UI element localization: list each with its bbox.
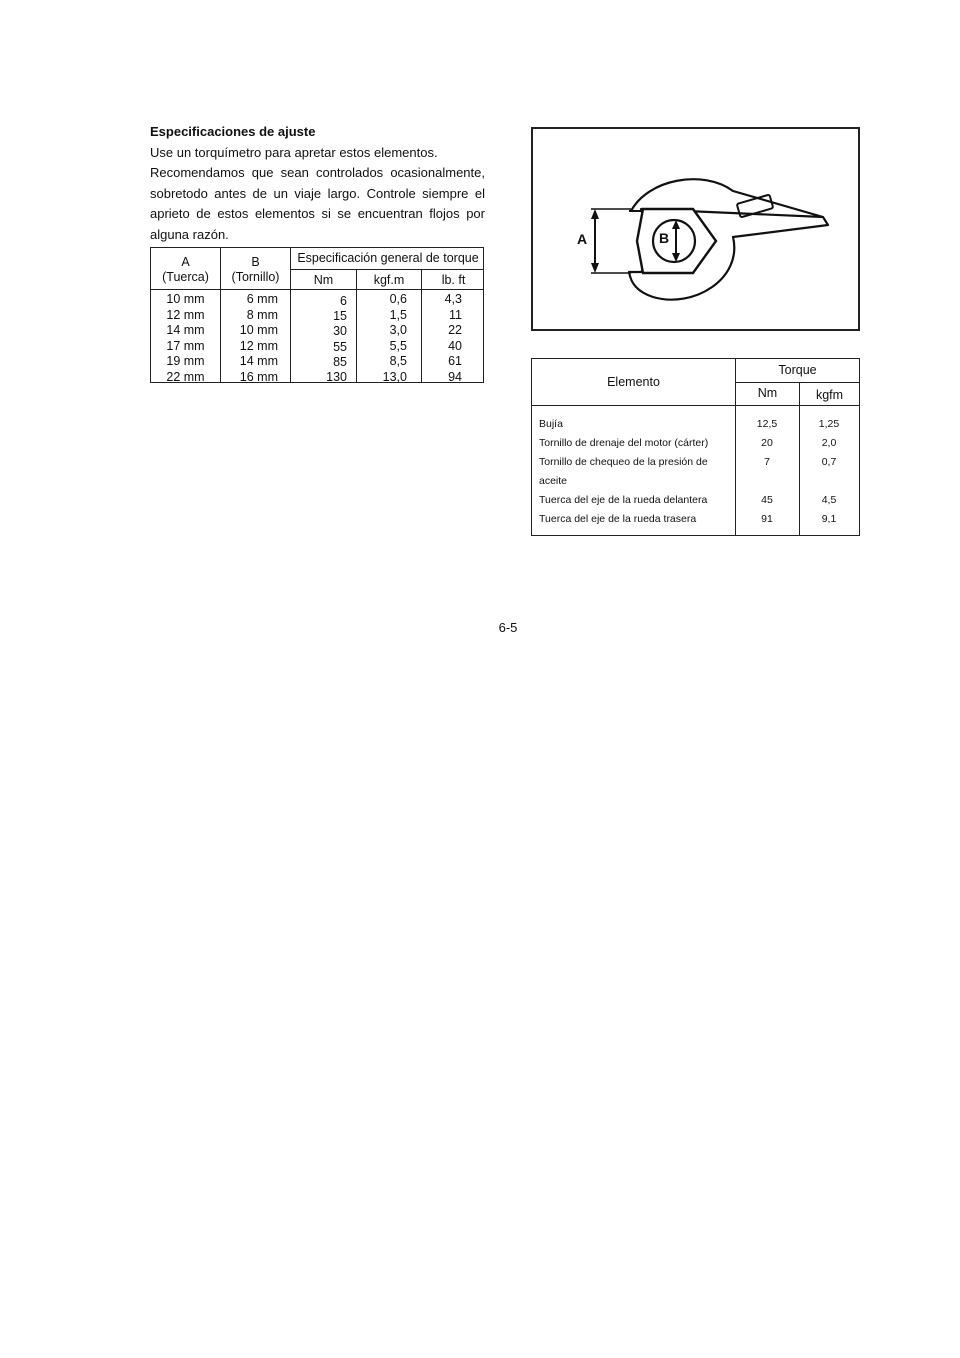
- row-label: Tornillo de chequeo de la presión de: [539, 456, 708, 468]
- table-cell: 13,0: [382, 369, 407, 384]
- table-cell: 14 mm: [239, 354, 278, 369]
- intro-section: [150, 122, 485, 245]
- table-cell: 6 mm: [246, 292, 278, 306]
- dimension-b-label: B: [659, 230, 670, 246]
- table-cell: 4,3: [444, 292, 462, 306]
- table-row: [532, 491, 859, 510]
- wrench-figure: [531, 127, 860, 331]
- group-header: Especificación general de torque: [297, 251, 479, 265]
- table-cell: 22: [448, 323, 462, 338]
- table-cell: 10 mm: [166, 292, 205, 306]
- row-nm: 20: [761, 437, 773, 449]
- col-b-header: [221, 255, 290, 285]
- wrench-illustration: [533, 129, 858, 329]
- kgfm-header: kgf.m: [373, 273, 405, 287]
- table-cell: 1,5: [389, 307, 407, 322]
- kgfm-header: kgfm: [815, 388, 844, 402]
- col-a-header: [151, 255, 220, 285]
- element-torque-table: [531, 358, 860, 536]
- row-kgfm: 1,25: [818, 418, 840, 430]
- table-cell: 19 mm: [166, 354, 205, 369]
- table-cell: 10 mm: [239, 323, 278, 338]
- dimension-a-label: A: [577, 231, 588, 247]
- intro-paragraph-2: Recomendamos que sean controlados ocasionalmente, sobretodo antes de un viaje largo. Controle siempre el aprieto de estos elementos si se encuentran flojos por alguna razón.: [150, 165, 485, 242]
- table-cell: 22 mm: [166, 369, 205, 384]
- col-a-header-line2: (Tuerca): [162, 270, 209, 284]
- table-cell: 130: [326, 370, 347, 385]
- table-row: [532, 510, 859, 529]
- row-kgfm: 4,5: [821, 494, 837, 506]
- element-header: Elemento: [607, 375, 660, 389]
- intro-paragraph-1: Use un torquímetro para apretar estos elementos.: [150, 144, 438, 160]
- row-label: Tornillo de drenaje del motor (cárter): [539, 437, 709, 449]
- row-nm: 7: [764, 456, 770, 468]
- row-label: Bujía: [539, 418, 563, 430]
- row-label-continued: aceite: [539, 475, 568, 487]
- row-nm: 12,5: [756, 418, 778, 430]
- table-cell: 85: [333, 354, 347, 369]
- table-cell: 12 mm: [239, 338, 278, 353]
- nm-values: [291, 294, 347, 385]
- col-a-values: [151, 292, 220, 386]
- torque-header: Torque: [778, 363, 817, 377]
- section-title: Especificaciones de ajuste: [150, 124, 316, 139]
- table-cell: 11: [449, 307, 462, 322]
- row-kgfm: 9,1: [821, 513, 837, 525]
- table-cell: 6: [340, 294, 347, 308]
- general-torque-table: [150, 247, 484, 383]
- row-nm: 91: [761, 513, 773, 525]
- table-cell: 0,6: [389, 292, 407, 306]
- table-cell: 3,0: [389, 323, 407, 338]
- element-rows: [532, 415, 859, 529]
- page-number: 6-5: [498, 620, 518, 635]
- table-cell: 16 mm: [239, 369, 278, 384]
- row-label: Tuerca del eje de la rueda trasera: [539, 513, 697, 525]
- row-kgfm: 2,0: [821, 437, 837, 449]
- table-cell: 15: [333, 309, 347, 324]
- col-a-header-line1: A: [181, 255, 190, 269]
- nm-header: Nm: [313, 273, 334, 287]
- table-row: [532, 434, 859, 453]
- table-row: [532, 415, 859, 434]
- table-cell: 12 mm: [166, 307, 205, 322]
- table-cell: 5,5: [389, 338, 407, 353]
- row-kgfm: 0,7: [821, 456, 837, 468]
- lbft-header: lb. ft: [441, 273, 466, 287]
- row-label: Tuerca del eje de la rueda delantera: [539, 494, 708, 506]
- col-b-values: [221, 292, 278, 386]
- table-row: [532, 453, 859, 491]
- table-cell: 8,5: [389, 354, 407, 369]
- table-cell: 14 mm: [166, 323, 205, 338]
- row-nm: 45: [761, 494, 773, 506]
- nm-header: Nm: [757, 386, 778, 400]
- kgfm-values: [357, 292, 407, 386]
- col-b-header-line1: B: [251, 255, 260, 269]
- table-cell: 61: [448, 354, 462, 369]
- table-cell: 94: [448, 369, 462, 384]
- table-cell: 55: [333, 339, 347, 354]
- lbft-values: [422, 292, 462, 386]
- table-cell: 40: [448, 338, 462, 353]
- table-cell: 17 mm: [166, 338, 205, 353]
- col-b-header-line2: (Tornillo): [231, 270, 280, 284]
- table-cell: 30: [333, 324, 347, 339]
- table-cell: 8 mm: [246, 307, 278, 322]
